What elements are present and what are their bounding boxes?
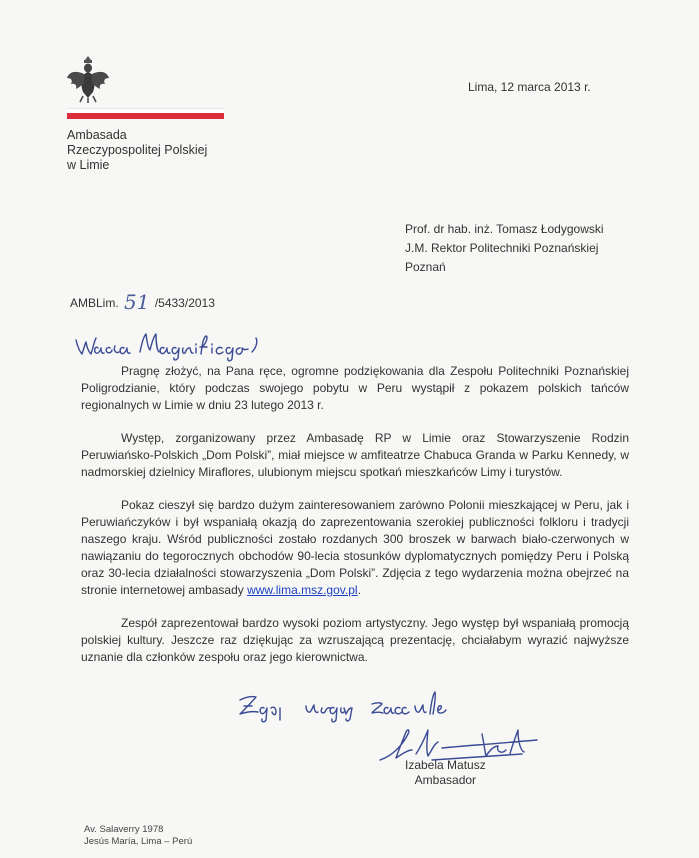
body-paragraph: Zespół zaprezentował bardzo wysoki poziom artystyczny. Jego występ był wspaniałą promocją polskiej kultury. Jeszcze raz dziękując za wzruszającą prezentację, chciałabym wyrazić najwyższe uznanie dla członków zespołu oraz jego kierownictwa. xyxy=(81,616,629,664)
reference-suffix: /5433/2013 xyxy=(154,296,215,310)
signer-title: Ambasador xyxy=(414,773,477,787)
body-paragraph-text: Pokaz cieszył się bardzo dużym zainteresowaniem zarówno Polonii mieszkającej w Peru, jak i Peruwiańczyków i był wspaniałą okazją do zaprezentowania szerokiej publiczności folkloru i tradycji naszego kraju. Wśród publiczności zostało rozdanych 300 broszek w barwach biało-czerwonych w nawiązaniu do tegorocznych obchodów 90-lecia stosunków dyplomatycznych pomiędzy Peru i Polską oraz 30-lecia działalności stowarzyszenia „Dom Polski”. Zdjęcia z tego wydarzenia można obejrzeć na stronie internetowej ambasady xyxy=(81,498,629,597)
embassy-line: w Limie xyxy=(67,158,110,172)
signer-block xyxy=(405,758,486,788)
polish-flag-bar xyxy=(67,108,224,119)
reference-number xyxy=(70,290,215,314)
polish-eagle-emblem-icon xyxy=(65,52,111,104)
reference-handwritten-number: 51 xyxy=(124,290,150,314)
body-paragraph: Pragnę złożyć, na Pana ręce, ogromne podziękowania dla Zespołu Politechniki Poznańskiej Poligrodzianie, który podczas swojego pobytu w Peru wystąpił z pokazem polskich tańców regionalnych w Limie w dniu 23 lutego 2013 r. xyxy=(81,364,629,412)
embassy-name xyxy=(67,128,207,173)
letter-date: Lima, 12 marca 2013 r. xyxy=(468,80,591,94)
footer-line: Av. Salaverry 1978 xyxy=(84,824,164,835)
recipient-block xyxy=(405,220,604,277)
embassy-line: Ambasada xyxy=(67,128,127,142)
handwritten-closing xyxy=(236,688,461,729)
footer-line: Jesús María, Lima – Perú xyxy=(84,836,193,847)
letter-body xyxy=(81,363,629,666)
body-paragraph: Występ, zorganizowany przez Ambasadę RP w Limie oraz Stowarzyszenie Rodzin Peruwiańsko-Polskich „Dom Polski”, miał miejsce w amfiteatrze Chabuca Granda w Parku Kennedy, w nadmorskiej dzielnicy Miraflores, ulubionym miejscu spotkań mieszkańców Limy i turystów. xyxy=(81,431,629,479)
body-paragraph xyxy=(81,497,629,599)
recipient-city: Poznań xyxy=(405,260,446,274)
embassy-website-link[interactable]: www.lima.msz.gov.pl xyxy=(247,583,358,597)
embassy-line: Rzeczypospolitej Polskiej xyxy=(67,143,208,157)
flag-red-stripe xyxy=(67,113,224,119)
signer-name: Izabela Matusz xyxy=(405,758,486,772)
recipient-title: J.M. Rektor Politechniki Poznańskiej xyxy=(405,241,599,255)
embassy-address-footer xyxy=(84,824,192,848)
body-paragraph-end: . xyxy=(357,583,361,597)
reference-prefix: AMBLim. xyxy=(70,296,119,310)
handwritten-salutation xyxy=(72,328,272,367)
recipient-name: Prof. dr hab. inż. Tomasz Łodygowski xyxy=(405,222,604,236)
